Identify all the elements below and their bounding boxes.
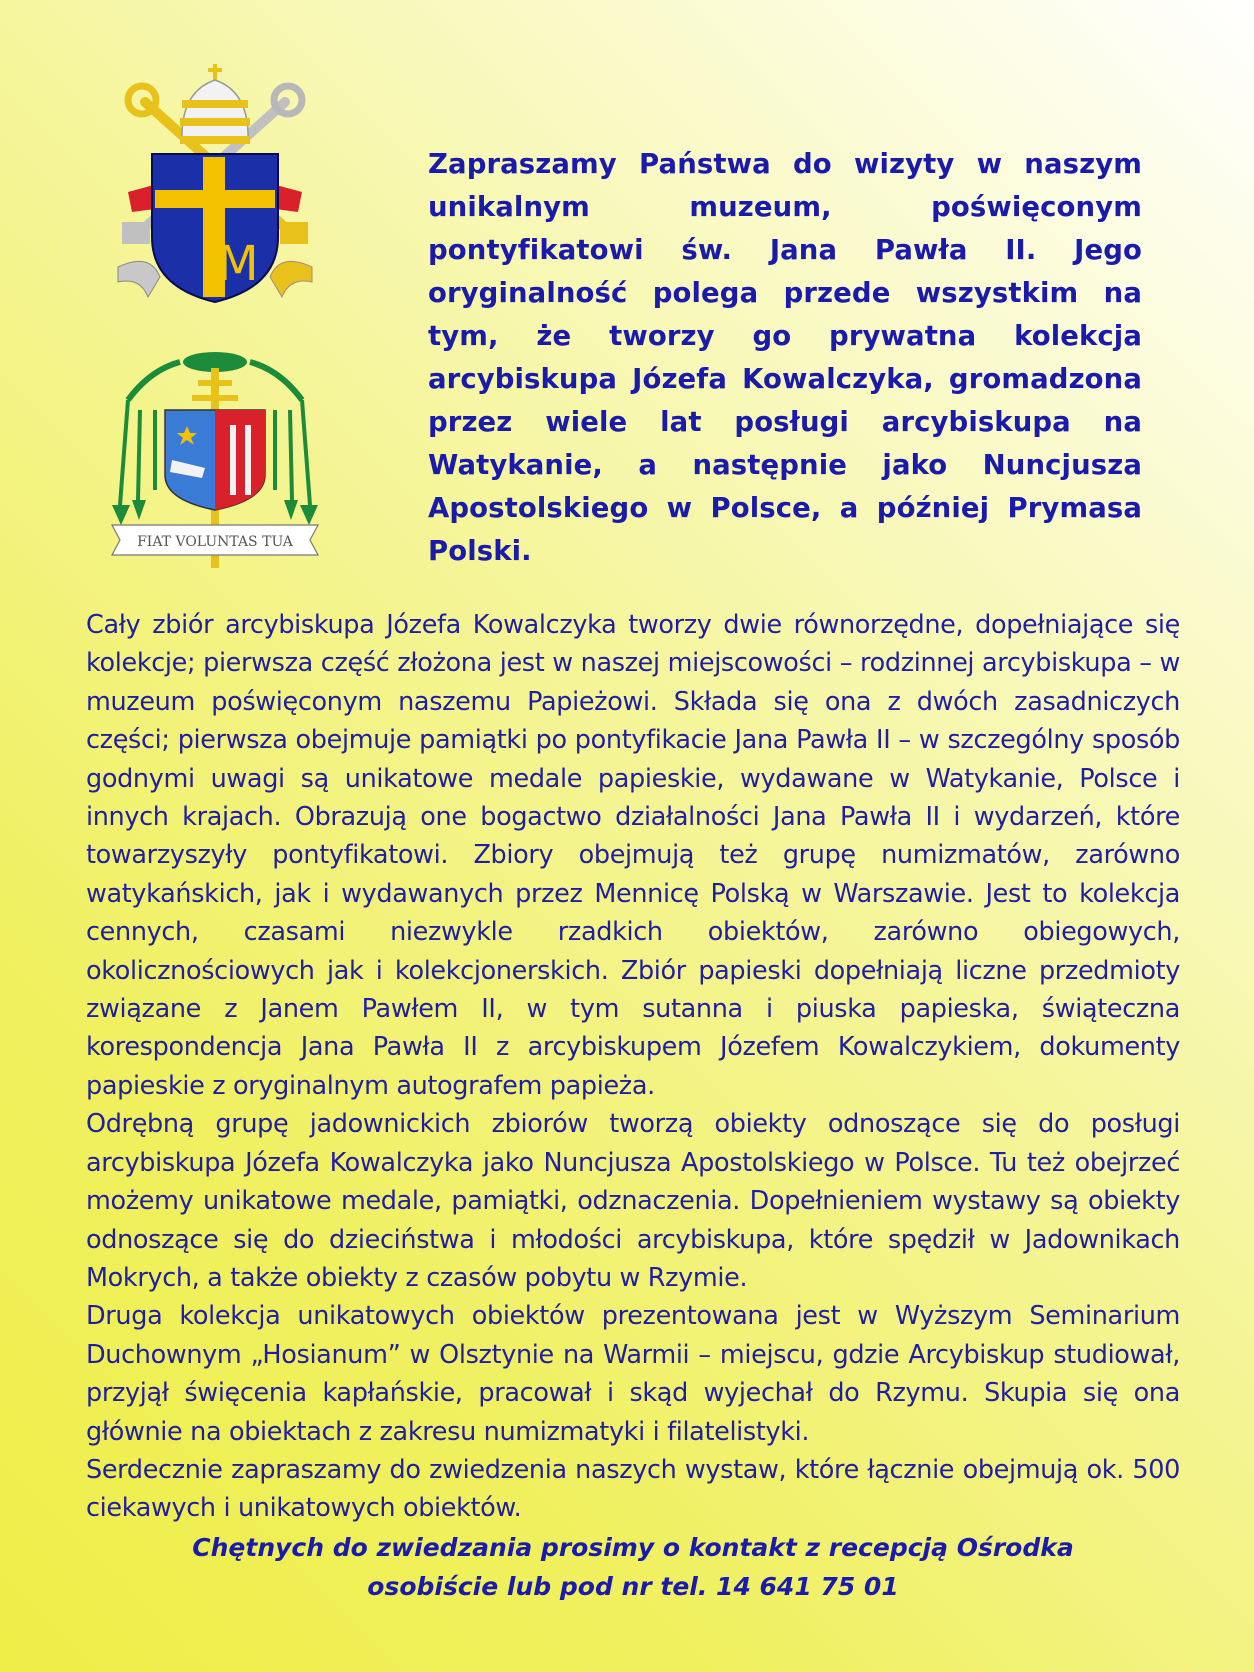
- body-paragraph: Odrębną grupę jadownickich zbiorów tworzą obiekty odnoszące się do posługi arcybiskupa Józefa Kowalczyka jako Nuncjusza Apostolskiego w Polsce. Tu też obejrzeć możemy unikatowe medale, pamiątki, odznaczenia. Dopełnieniem wystawy są obiekty odnoszące się do dzieciństwa i młodości arcybiskupa, które spędził w Jadownikach Mokrych, a także obiekty z czasów pobytu w Rzymie.: [86, 1109, 1180, 1293]
- contact-line-1: Chętnych do zwiedzania prosimy o kontakt z recepcją Ośrodka: [192, 1533, 1074, 1562]
- body-paragraph: Cały zbiór arcybiskupa Józefa Kowalczyka tworzy dwie równorzędne, dopełniające się kolekcje; pierwsza część złożona jest w naszej miejscowości – rodzinnej arcybiskupa – w muzeum poświęconym naszemu Papieżowi. Składa się ona z dwóch zasadniczych części; pierwsza obejmuje pamiątki po pontyfikacie Jana Pawła II – w szczególny sposób godnymi uwagi są unikatowe medale papieskie, wydawane w Watykanie, Polsce i innych krajach. Obrazują one bogactwo działalności Jana Pawła II i wydarzeń, które towarzyszyły pontyfikatowi. Zbiory obejmują też grupę numizmatów, zarówno watykańskich, jak i wydawanych przez Mennicę Polską w Warszawie. Jest to kolekcja cennych, czasami niezwykle rzadkich obiektów, zarówno obiegowych, okolicznościowych jak i kolekcjonerskich. Zbiór papieski dopełniają liczne przedmioty związane z Janem Pawłem II, w tym sutanna i piuska papieska, świąteczna korespondencja Jana Pawła II z arcybiskupem Józefem Kowalczykiem, dokumenty papieskie z oryginalnym autografem papieża.: [86, 610, 1180, 1101]
- body-paragraph: Druga kolekcja unikatowych obiektów prezentowana jest w Wyższym Seminarium Duchownym „Hosianum” w Olsztynie na Warmii – miejscu, gdzie Arcybiskup studiował, przyjął święcenia kapłańskie, pracował i skąd wyjechał do Rzymu. Skupia się ona głównie na obiektach z zakresu numizmatyki i filatelistyki.: [86, 1301, 1180, 1447]
- contact-info: [86, 1528, 1180, 1606]
- intro-paragraph: Zapraszamy Państwa do wizyty w naszym unikalnym muzeum, poświęconym pontyfikatowi św. Jana Pawła II. Jego oryginalność polega przede wszystkim na tym, że tworzy go prywatna kolekcja arcybiskupa Józefa Kowalczyka, gromadzona przez wiele lat posługi arcybiskupa na Watykanie, a następnie jako Nuncjusza Apostolskiego w Polsce, a później Prymasa Polski.: [428, 148, 1142, 567]
- contact-line-2: osobiście lub pod nr tel. 14 641 75 01: [367, 1572, 899, 1601]
- papal-coat-of-arms-icon: [110, 62, 320, 322]
- motto-text: FIAT VOLUNTAS TUA: [137, 534, 293, 550]
- papal-tiara-icon: [180, 64, 250, 144]
- body-paragraph: Serdecznie zapraszamy do zwiedzenia naszych wystaw, które łącznie obejmują ok. 500 ciekawych i unikatowych obiektów.: [86, 1454, 1180, 1524]
- archbishop-coat-of-arms-icon: [110, 350, 320, 575]
- body-text: [86, 606, 1180, 1528]
- shield-letter: M: [217, 236, 259, 292]
